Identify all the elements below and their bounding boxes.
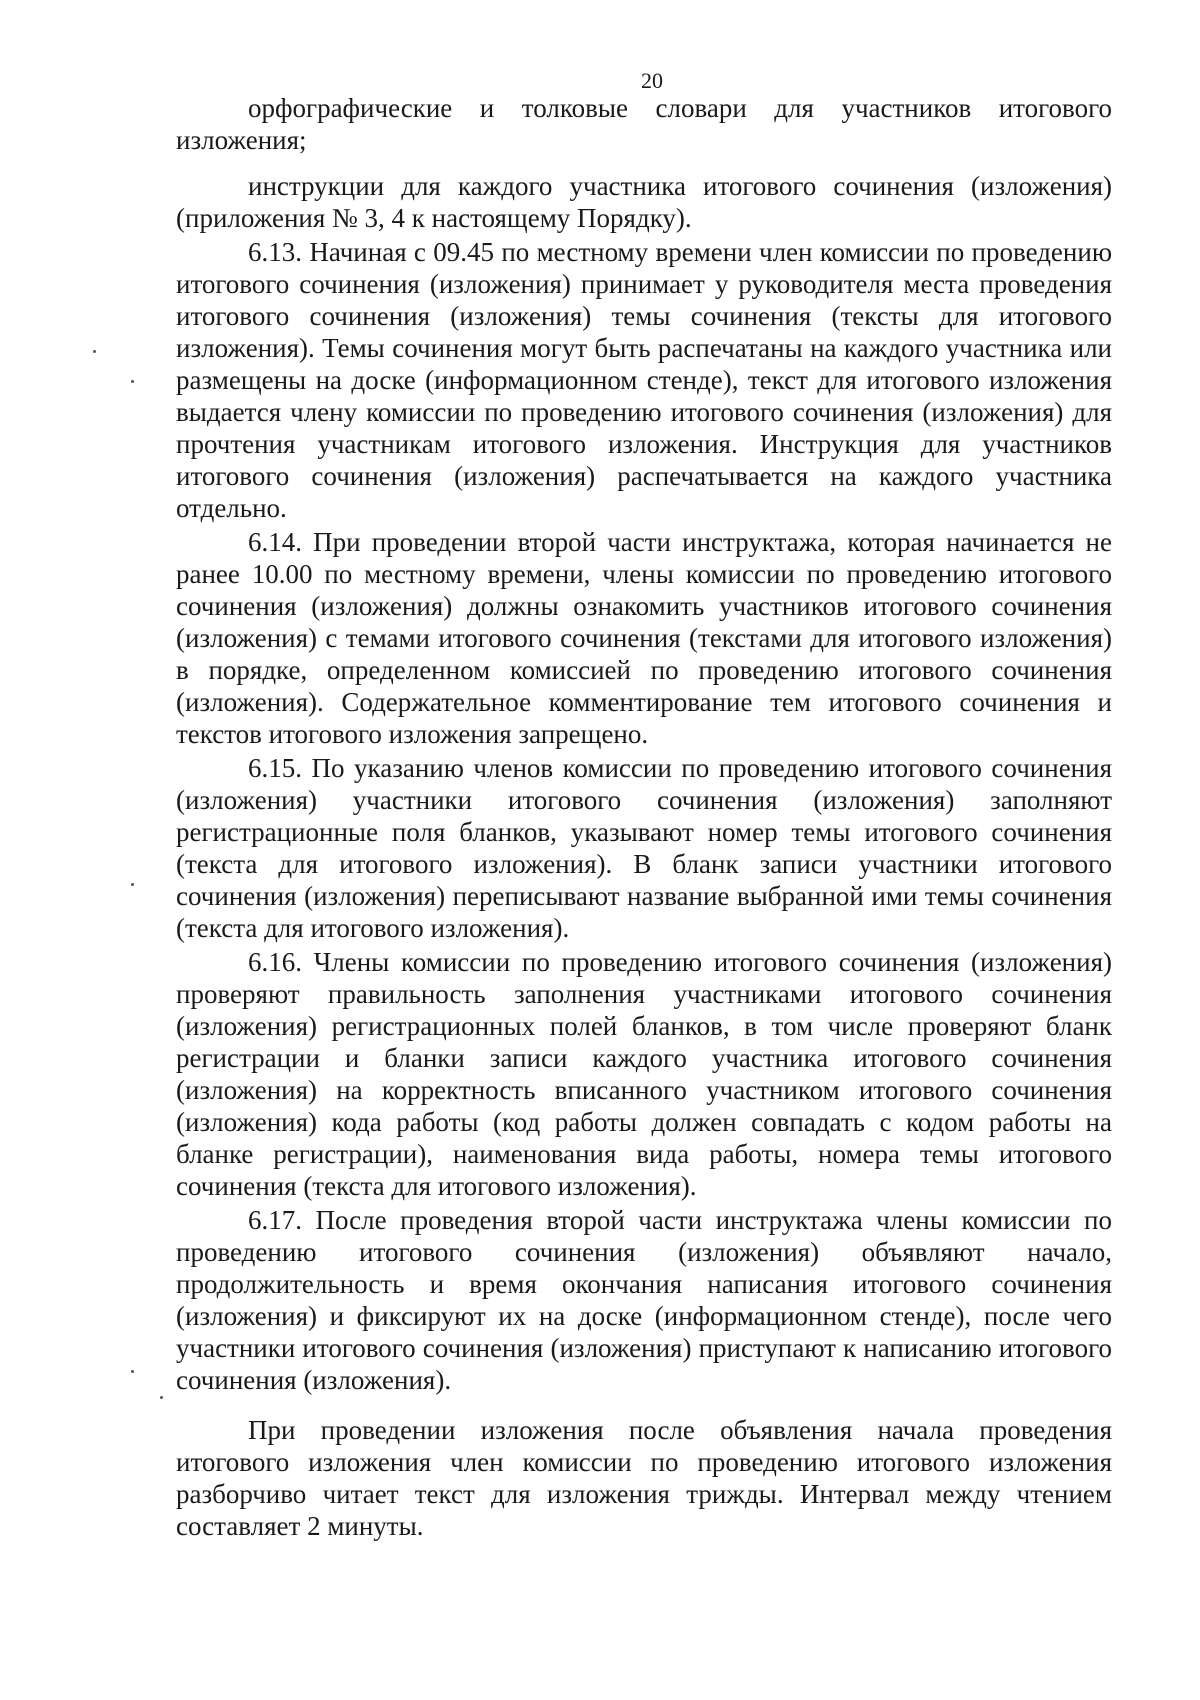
scan-mark	[160, 1396, 163, 1399]
paragraph-6-14: 6.14. При проведении второй части инструктажа, которая начинается не ранее 10.00 по местному времени, члены комиссии по проведению итогового сочинения (изложения) должны ознакомить участников итогового сочинения (изложения) с темами итогового сочинения (текстами для итогового изложения) в порядке, определенном комиссией по проведению итогового сочинения (изложения). Содержательное комментирование тем итогового сочинения и текстов итогового изложения запрещено.	[176, 527, 1112, 749]
paragraph-reading-procedure: При проведении изложения после объявления начала проведения итогового изложения член комиссии по проведению итогового изложения разборчиво читает текст для изложения трижды. Интервал между чтением составляет 2 минуты.	[176, 1415, 1112, 1541]
paragraph-6-17: 6.17. После проведения второй части инструктажа члены комиссии по проведению итогового сочинения (изложения) объявляют начало, продолжительность и время окончания написания итогового сочинения (изложения) и фиксируют их на доске (информационном стенде), после чего участники итогового сочинения (изложения) приступают к написанию итогового сочинения (изложения).	[176, 1205, 1112, 1395]
scan-mark	[131, 883, 134, 886]
scan-mark	[131, 1370, 134, 1373]
paragraph-6-13: 6.13. Начиная с 09.45 по местному времени член комиссии по проведению итогового сочинения (изложения) принимает у руководителя места проведения итогового сочинения (изложения) темы сочинения (тексты для итогового изложения). Темы сочинения могут быть распечатаны на каждого участника или размещены на доске (информационном стенде), текст для итогового изложения выдается члену комиссии по проведению итогового сочинения (изложения) для прочтения участникам итогового изложения. Инструкция для участников итогового сочинения (изложения) распечатывается на каждого участника отдельно.	[176, 237, 1112, 523]
document-page	[176, 68, 1112, 1542]
paragraph-dictionaries: орфографические и толковые словари для участников итогового изложения;	[176, 93, 1112, 155]
scan-mark	[93, 350, 96, 353]
paragraph-6-16: 6.16. Члены комиссии по проведению итогового сочинения (изложения) проверяют правильность заполнения участниками итогового сочинения (изложения) регистрационных полей бланков, в том числе проверяют бланк регистрации и бланки записи каждого участника итогового сочинения (изложения) на корректность вписанного участником итогового сочинения (изложения) кода работы (код работы должен совпадать с кодом работы на бланке регистрации), наименования вида работы, номера темы итогового сочинения (текста для итогового изложения).	[176, 947, 1112, 1201]
scan-mark	[131, 380, 134, 383]
page-number: 20	[641, 68, 663, 93]
paragraph-instructions: инструкции для каждого участника итогового сочинения (изложения) (приложения № 3, 4 к настоящему Порядку).	[176, 171, 1112, 233]
paragraph-6-15: 6.15. По указанию членов комиссии по проведению итогового сочинения (изложения) участники итогового сочинения (изложения) заполняют регистрационные поля бланков, указывают номер темы итогового сочинения (текста для итогового изложения). В бланк записи участники итогового сочинения (изложения) переписывают название выбранной ими темы сочинения (текста для итогового изложения).	[176, 753, 1112, 943]
